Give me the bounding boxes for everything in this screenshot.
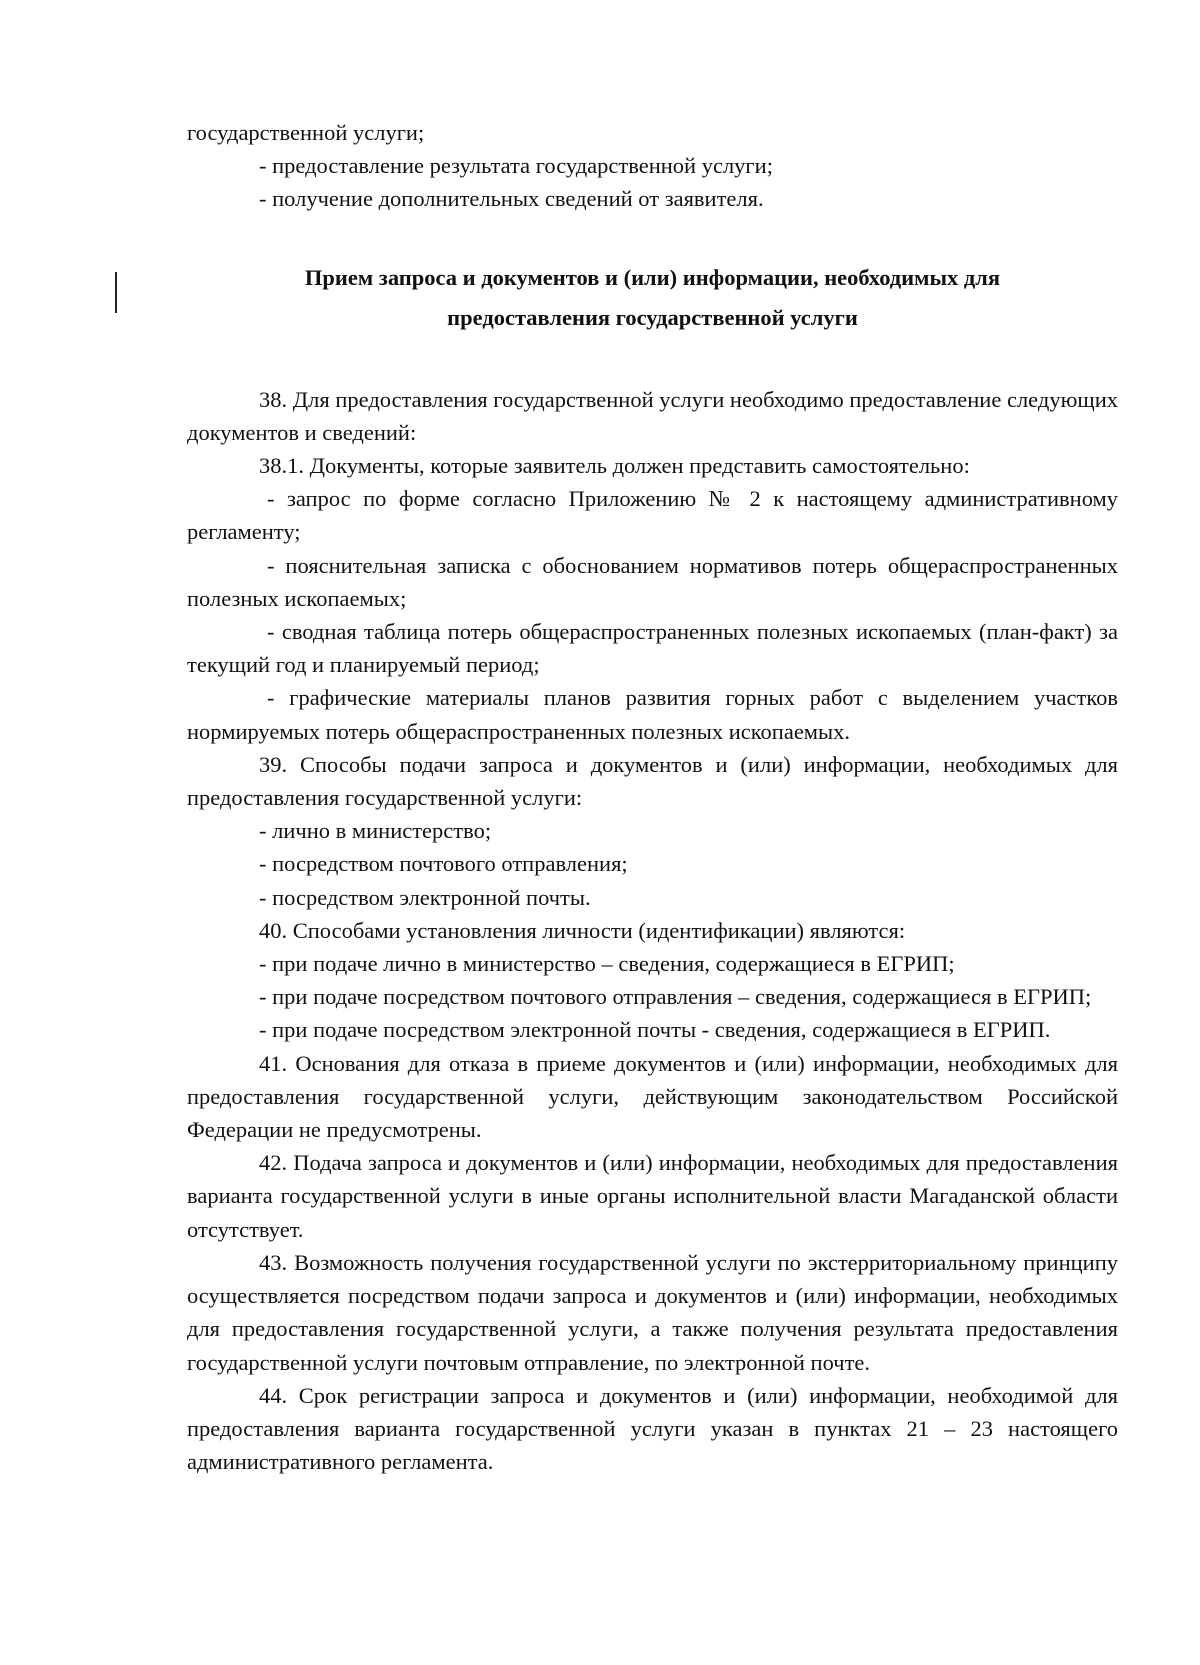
paragraph-41: 41. Основания для отказа в приеме документов и (или) информации, необходимых для предоставления государственной услуги, действующим законодательством Российской Федерации не предусмотрены. — [187, 1050, 1118, 1143]
paragraph-39-c: - посредством электронной почты. — [259, 884, 591, 910]
paragraph-39-a: - лично в министерство; — [259, 818, 492, 844]
paragraph-42: 42. Подача запроса и документов и (или) информации, необходимых для предоставления варианта государственной услуги в иные органы исполнительной власти Магаданской области отсутствует. — [187, 1150, 1118, 1242]
top-line-3: - получение дополнительных сведений от заявителя. — [259, 186, 764, 212]
paragraph-39: 39. Способы подачи запроса и документов и (или) информации, необходимых для предоставления государственной услуги: — [187, 751, 1118, 811]
section-heading-line-2: предоставления государственной услуги — [447, 304, 858, 330]
document-page — [187, 116, 1118, 1478]
section-heading-line-1: Прием запроса и документов и (или) информации, необходимых для — [304, 264, 1001, 290]
paragraph-43: 43. Возможность получения государственной услуги по экстерриториальному принципу осуществляется посредством подачи запроса и документов и (или) информации, необходимых для предоставления государственной услуги, а также получения результата предоставления государственной услуги почтовым отправление, по электронной почте. — [187, 1249, 1118, 1375]
paragraph-38-1-a: - запрос по форме согласно Приложению № 2 к настоящему административному регламенту; — [187, 486, 1118, 545]
paragraph-38: 38. Для предоставления государственной услуги необходимо предоставление следующих документов и сведений: — [187, 386, 1118, 445]
paragraph-38-1-c: - сводная таблица потерь общераспространенных полезных ископаемых (план-факт) за текущий год и планируемый период; — [187, 619, 1118, 678]
paragraph-40-c: - при подаче посредством электронной почты - сведения, содержащиеся в ЕГРИП. — [259, 1017, 1051, 1043]
top-line-2: - предоставление результата государственной услуги; — [259, 153, 773, 179]
paragraph-40-a: - при подаче лично в министерство – сведения, содержащиеся в ЕГРИП; — [259, 951, 955, 977]
paragraph-44: 44. Срок регистрации запроса и документов и (или) информации, необходимой для предоставления варианта государственной услуги указан в пунктах 21 – 23 настоящего административного регламента. — [187, 1382, 1118, 1475]
top-line-1: государственной услуги; — [187, 120, 425, 145]
paragraph-40-b: - при подаче посредством почтового отправления – сведения, содержащиеся в ЕГРИП; — [259, 984, 1092, 1010]
paragraph-38-1: 38.1. Документы, которые заявитель должен представить самостоятельно: — [259, 453, 970, 479]
paragraph-39-b: - посредством почтового отправления; — [259, 851, 628, 877]
section-heading — [187, 258, 1118, 338]
margin-change-bar — [115, 272, 117, 313]
paragraph-40: 40. Способами установления личности (идентификации) являются: — [259, 917, 906, 943]
paragraph-38-1-b: - пояснительная записка с обоснованием нормативов потерь общераспространенных полезных ископаемых; — [187, 552, 1118, 611]
paragraph-38-1-d: - графические материалы планов развития горных работ с выделением участков нормируемых потерь общераспространенных полезных ископаемых. — [187, 685, 1118, 744]
